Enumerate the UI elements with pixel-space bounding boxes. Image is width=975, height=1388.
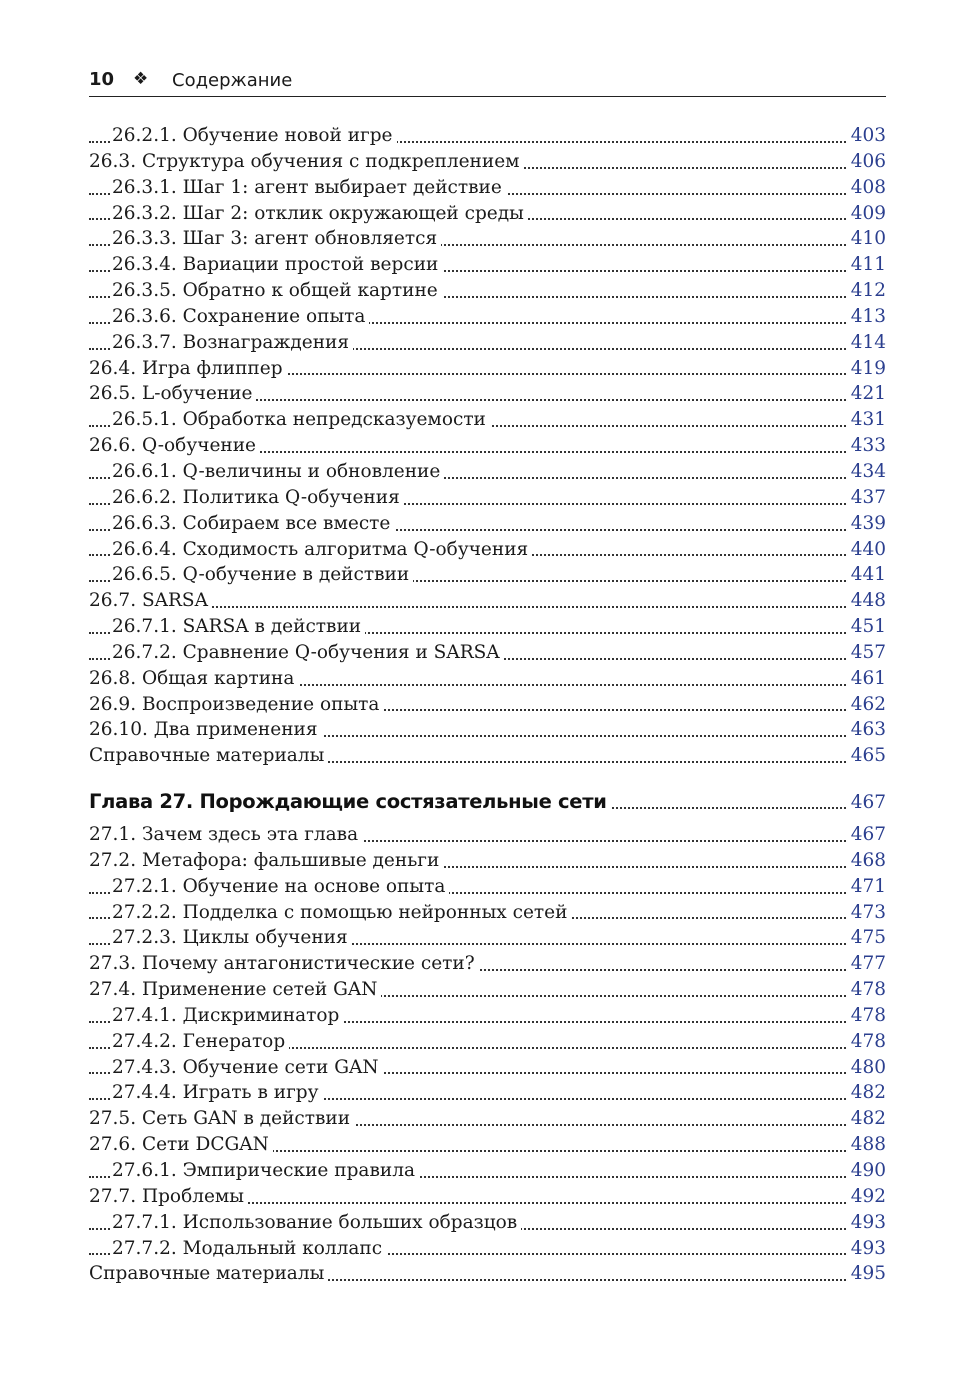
toc-entry-label: 26.7.2. Сравнение Q-обучения и SARSA (112, 642, 504, 663)
toc-entry[interactable] (89, 1261, 886, 1287)
toc-entry[interactable] (89, 1003, 886, 1029)
toc-entry-label: 26.5.1. Обработка непредсказуемости (112, 409, 490, 430)
toc-entry[interactable] (89, 900, 886, 926)
toc-entry-label: 26.10. Два применения (89, 719, 322, 740)
toc-entry-page-number: 467 (848, 822, 886, 848)
toc-entry[interactable] (89, 485, 886, 511)
running-header (89, 66, 886, 97)
toc-entry-label: 26.7. SARSA (89, 590, 212, 611)
toc-entry-page-number: 471 (848, 874, 886, 900)
toc-entry-page-number: 490 (848, 1158, 886, 1184)
toc-entry-label: 27.4. Применение сетей GAN (89, 979, 381, 1000)
toc-entry-page-number: 403 (848, 123, 886, 149)
toc-entry[interactable] (89, 123, 886, 149)
toc-entry[interactable] (89, 226, 886, 252)
toc-entry[interactable] (89, 356, 886, 382)
toc-entry[interactable] (89, 874, 886, 900)
toc-entry[interactable] (89, 201, 886, 227)
toc-entry[interactable] (89, 330, 886, 356)
chapter-title: Глава 27. Порождающие состязательные сети (89, 790, 610, 813)
toc-entry[interactable] (89, 1080, 886, 1106)
toc-entry-page-number: 457 (848, 640, 886, 666)
toc-entry-label: 26.4. Игра флиппер (89, 358, 287, 379)
toc-entry-label: Справочные материалы (89, 1263, 328, 1284)
toc-entry[interactable] (89, 537, 886, 563)
toc-list-chapter-27 (89, 822, 886, 1287)
toc-entry[interactable] (89, 459, 886, 485)
toc-entry[interactable] (89, 666, 886, 692)
toc-entry-page-number: 408 (848, 175, 886, 201)
toc-entry[interactable] (89, 1184, 886, 1210)
toc-entry[interactable] (89, 951, 886, 977)
toc-entry-label: 26.9. Воспроизведение опыта (89, 694, 383, 715)
toc-entry-label: 27.7.2. Модальный коллапс (112, 1238, 386, 1259)
toc-entry-label: 27.4.2. Генератор (112, 1031, 289, 1052)
toc-entry-label: 26.6.3. Собираем все вместе (112, 513, 394, 534)
toc-entry-page-number: 463 (848, 717, 886, 743)
page-number: 10 (89, 69, 115, 90)
toc-entry-label: 27.1. Зачем здесь эта глава (89, 824, 362, 845)
toc-entry-label: 27.2. Метафора: фальшивые деньги (89, 850, 443, 871)
toc-entry-page-number: 421 (848, 381, 886, 407)
toc-entry[interactable] (89, 1236, 886, 1262)
ornament-icon: ❖ (133, 69, 149, 89)
toc-entry[interactable] (89, 848, 886, 874)
toc-entry-page-number: 448 (848, 588, 886, 614)
toc-entry-page-number: 482 (848, 1106, 886, 1132)
toc-entry[interactable] (89, 822, 886, 848)
toc-entry[interactable] (89, 717, 886, 743)
header-title: Содержание (172, 70, 293, 91)
toc-entry-page-number: 475 (848, 925, 886, 951)
toc-entry-page-number: 431 (848, 407, 886, 433)
toc-entry-page-number: 406 (848, 149, 886, 175)
toc-entry-label: 26.3.5. Обратно к общей картине (112, 280, 442, 301)
toc-entry-label: 26.3. Структура обучения с подкреплением (89, 151, 524, 172)
toc-entry-page-number: 441 (848, 562, 886, 588)
toc-entry[interactable] (89, 278, 886, 304)
toc-entry[interactable] (89, 692, 886, 718)
toc-entry-label: 26.8. Общая картина (89, 668, 298, 689)
toc-entry-page-number: 468 (848, 848, 886, 874)
toc-entry-label: 27.2.2. Подделка с помощью нейронных сетей (112, 902, 571, 923)
toc-entry-label: 26.3.6. Сохранение опыта (112, 306, 369, 327)
toc-entry-label: 27.4.4. Играть в игру (112, 1082, 323, 1103)
toc-entry-label: 26.2.1. Обучение новой игре (112, 125, 397, 146)
toc-entry-page-number: 411 (848, 252, 886, 278)
toc-chapter-heading[interactable] (89, 787, 886, 817)
toc-entry[interactable] (89, 433, 886, 459)
toc-entry[interactable] (89, 925, 886, 951)
toc-entry-page-number: 477 (848, 951, 886, 977)
toc-entry-label: 26.3.3. Шаг 3: агент обновляется (112, 228, 441, 249)
toc-entry-label: 27.7. Проблемы (89, 1186, 248, 1207)
toc-entry-page-number: 461 (848, 666, 886, 692)
toc-entry-page-number: 437 (848, 485, 886, 511)
toc-entry-label: 26.5. L-обучение (89, 383, 256, 404)
toc-entry-label: Справочные материалы (89, 745, 328, 766)
toc-entry[interactable] (89, 175, 886, 201)
toc-entry-page-number: 409 (848, 201, 886, 227)
toc-entry-label: 27.6. Сети DCGAN (89, 1134, 273, 1155)
toc-entry-label: 27.2.1. Обучение на основе опыта (112, 876, 449, 897)
toc-entry[interactable] (89, 588, 886, 614)
toc-entry-page-number: 433 (848, 433, 886, 459)
toc-entry-label: 26.3.7. Вознаграждения (112, 332, 353, 353)
toc-entry-page-number: 495 (848, 1261, 886, 1287)
toc-entry-page-number: 462 (848, 692, 886, 718)
toc-entry-page-number: 493 (848, 1210, 886, 1236)
toc-entry-label: 26.3.2. Шаг 2: отклик окружающей среды (112, 203, 528, 224)
toc-entry-page-number: 478 (848, 977, 886, 1003)
toc-entry-label: 27.6.1. Эмпирические правила (112, 1160, 419, 1181)
toc-entry-label: 27.7.1. Использование больших образцов (112, 1212, 521, 1233)
toc-entry-label: 26.6.4. Сходимость алгоритма Q-обучения (112, 539, 532, 560)
toc-entry-page-number: 480 (848, 1055, 886, 1081)
toc-entry-page-number: 451 (848, 614, 886, 640)
toc-entry[interactable] (89, 614, 886, 640)
toc-entry-page-number: 412 (848, 278, 886, 304)
toc-entry[interactable] (89, 304, 886, 330)
chapter-page-number: 467 (848, 788, 886, 817)
toc-entry-label: 26.6.5. Q-обучение в действии (112, 564, 413, 585)
toc-entry-page-number: 482 (848, 1080, 886, 1106)
toc-entry-label: 26.3.4. Вариации простой версии (112, 254, 442, 275)
toc-entry-page-number: 414 (848, 330, 886, 356)
toc-entry-page-number: 493 (848, 1236, 886, 1262)
toc-entry-page-number: 434 (848, 459, 886, 485)
toc-entry[interactable] (89, 252, 886, 278)
toc-entry-page-number: 439 (848, 511, 886, 537)
toc-entry-page-number: 478 (848, 1029, 886, 1055)
toc-entry-label: 26.6. Q-обучение (89, 435, 260, 456)
toc-list-chapter-26 (89, 123, 886, 769)
toc-entry-label: 26.6.2. Политика Q-обучения (112, 487, 404, 508)
toc-entry[interactable] (89, 562, 886, 588)
toc-entry-label: 26.7.1. SARSA в действии (112, 616, 365, 637)
toc-entry-page-number: 440 (848, 537, 886, 563)
toc-entry-page-number: 478 (848, 1003, 886, 1029)
toc-entry[interactable] (89, 149, 886, 175)
toc-entry-label: 27.5. Сеть GAN в действии (89, 1108, 354, 1129)
toc-entry[interactable] (89, 1106, 886, 1132)
toc-entry[interactable] (89, 743, 886, 769)
toc-entry-label: 27.4.3. Обучение сети GAN (112, 1057, 383, 1078)
toc-entry[interactable] (89, 511, 886, 537)
toc-entry[interactable] (89, 1132, 886, 1158)
toc-entry-label: 26.6.1. Q-величины и обновление (112, 461, 444, 482)
toc-entry[interactable] (89, 1055, 886, 1081)
toc-entry-page-number: 419 (848, 356, 886, 382)
toc-entry-label: 27.2.3. Циклы обучения (112, 927, 352, 948)
toc-entry-page-number: 473 (848, 900, 886, 926)
toc-entry[interactable] (89, 1029, 886, 1055)
toc-entry-label: 27.4.1. Дискриминатор (112, 1005, 343, 1026)
toc-entry[interactable] (89, 1210, 886, 1236)
toc-entry[interactable] (89, 977, 886, 1003)
toc-entry-page-number: 492 (848, 1184, 886, 1210)
toc-entry[interactable] (89, 1158, 886, 1184)
toc-entry-label: 26.3.1. Шаг 1: агент выбирает действие (112, 177, 506, 198)
toc-entry[interactable] (89, 407, 886, 433)
toc-entry-page-number: 488 (848, 1132, 886, 1158)
toc-entry-label: 27.3. Почему антагонистические сети? (89, 953, 479, 974)
toc-entry-page-number: 413 (848, 304, 886, 330)
toc-entry[interactable] (89, 640, 886, 666)
toc-entry-page-number: 465 (848, 743, 886, 769)
toc-entry[interactable] (89, 381, 886, 407)
toc-entry-page-number: 410 (848, 226, 886, 252)
